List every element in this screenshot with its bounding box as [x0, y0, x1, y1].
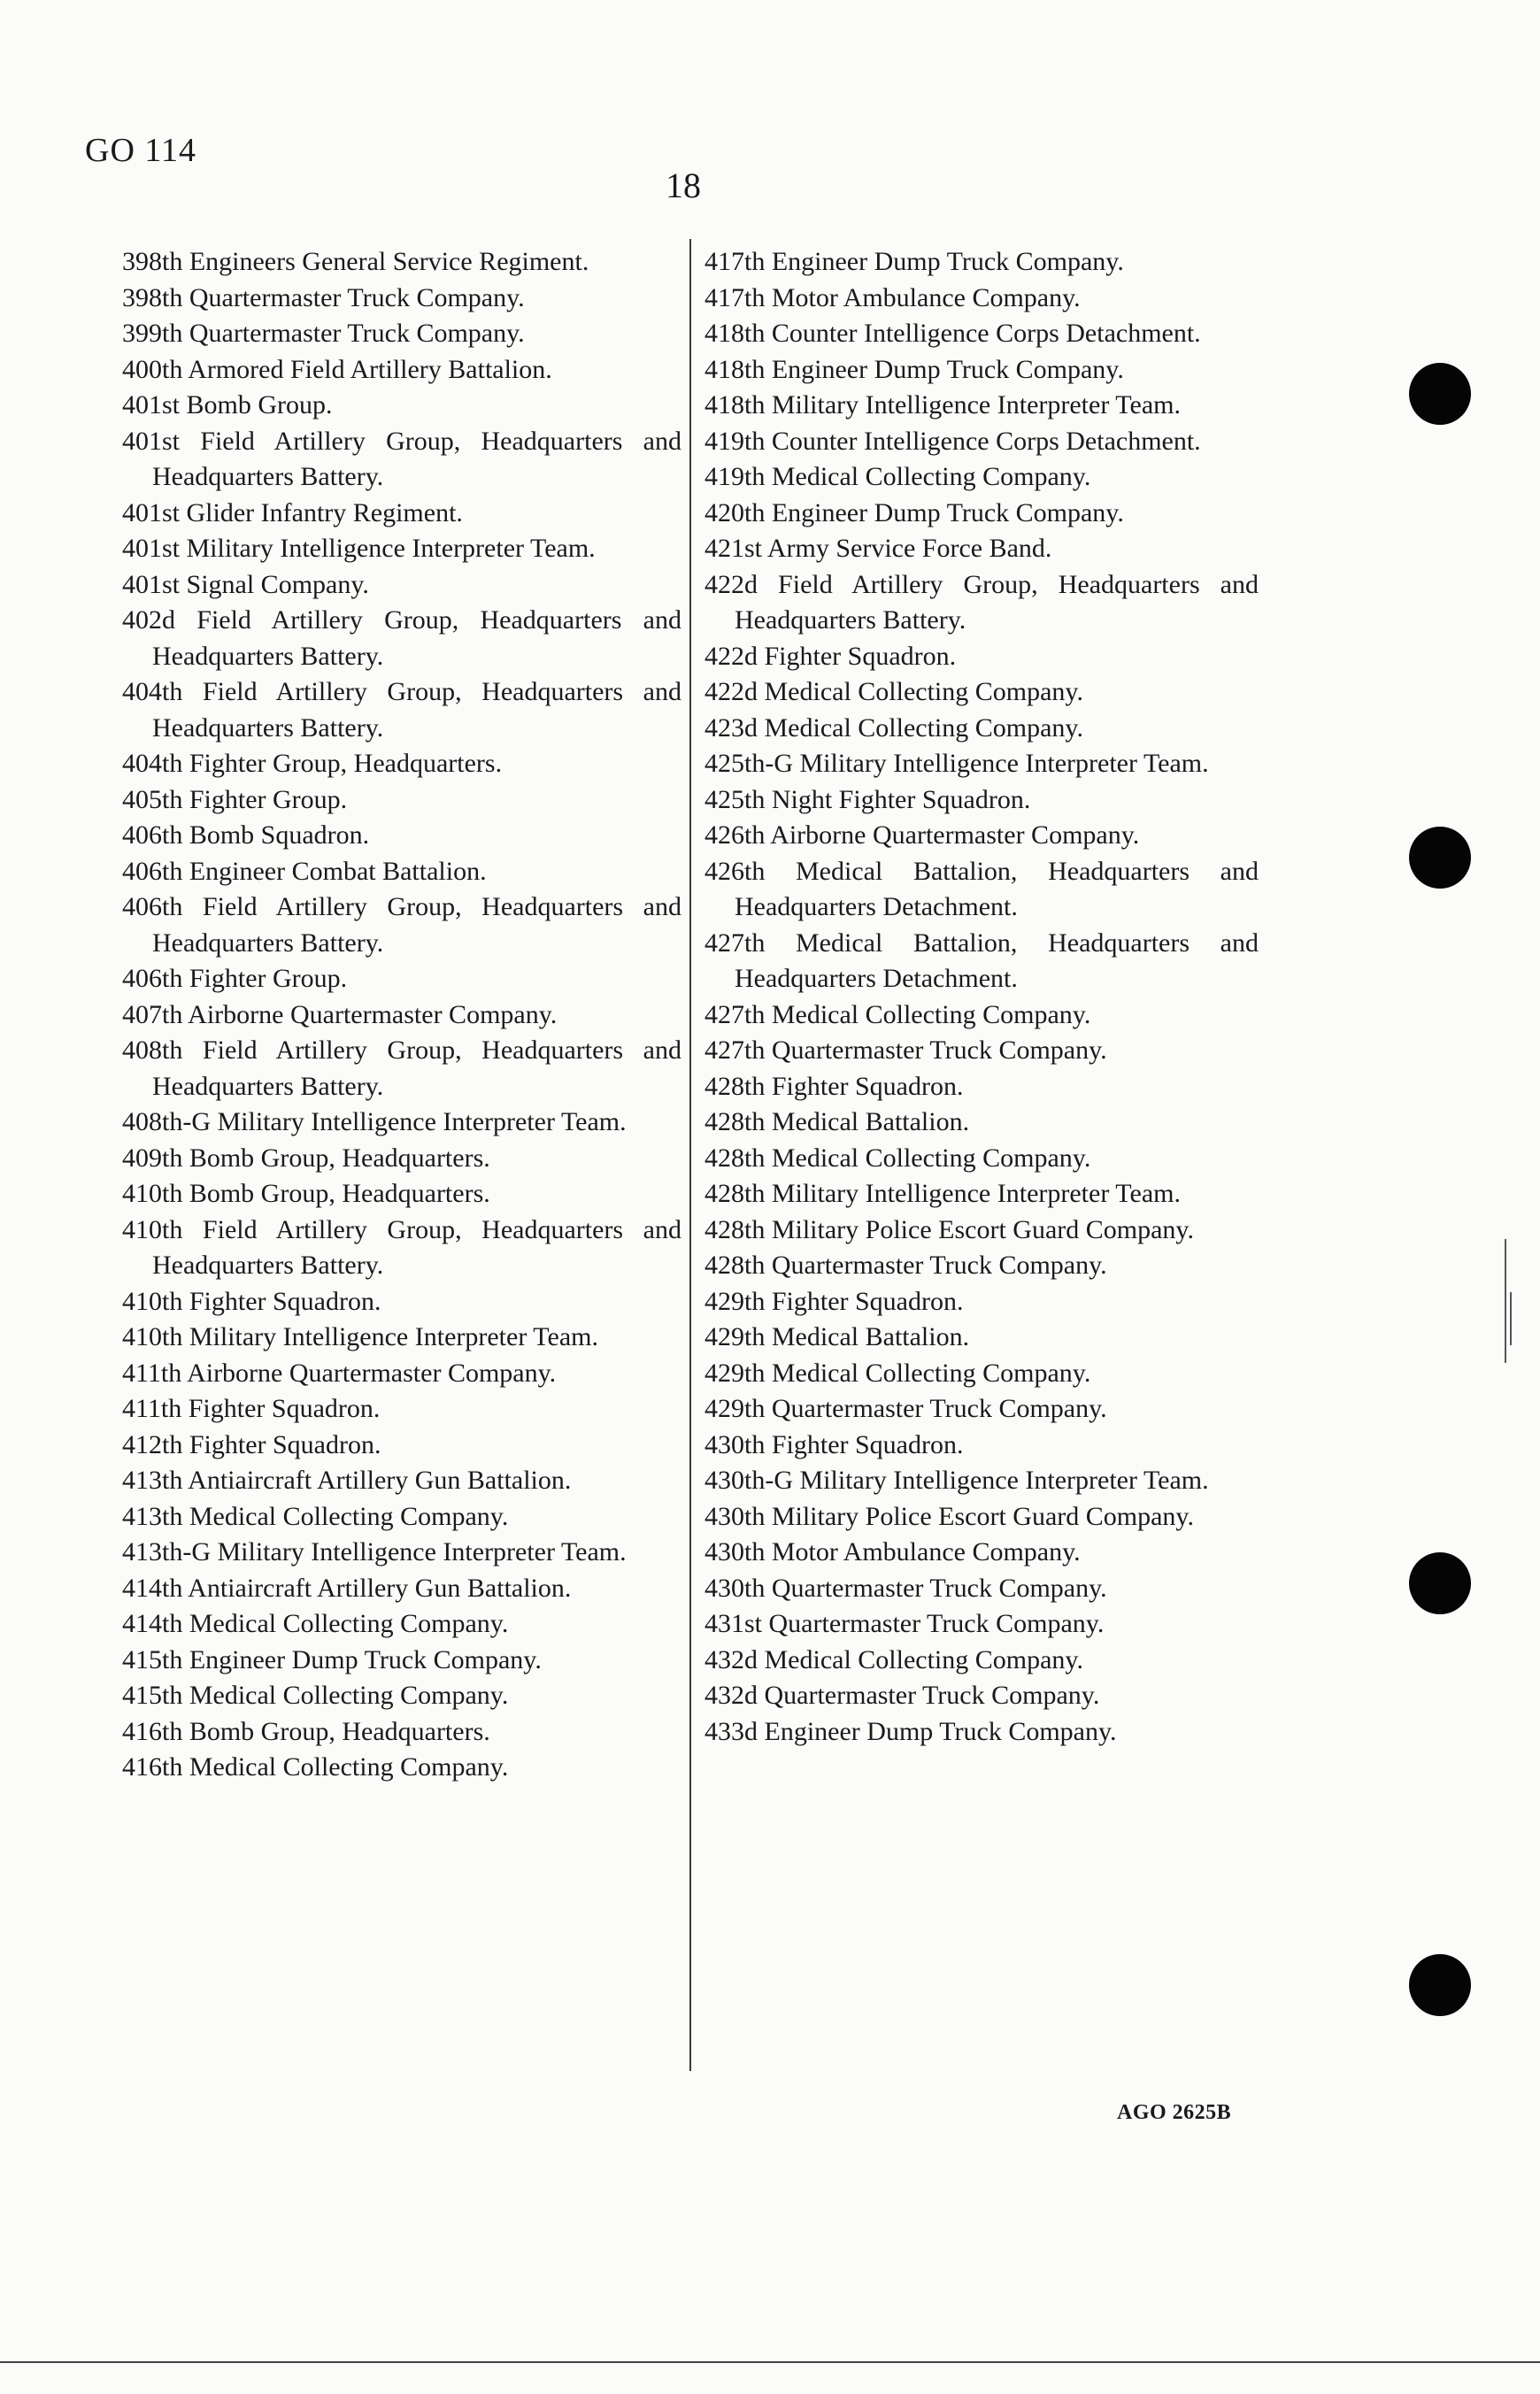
unit-entry: 404th Fighter Group, Headquarters.: [122, 749, 503, 778]
unit-entry: 413th-G Military Intelligence Interpreter Team.: [122, 1537, 627, 1566]
unit-entry: 405th Fighter Group.: [122, 784, 348, 814]
unit-entry: 410th Military Intelligence Interpreter Team.: [122, 1322, 598, 1351]
unit-entry: 413th Medical Collecting Company.: [122, 1501, 509, 1531]
unit-entry: 411th Fighter Squadron.: [122, 1394, 381, 1423]
unit-entry: 406th Engineer Combat Battalion.: [122, 856, 487, 886]
unit-entry: 429th Quartermaster Truck Company.: [705, 1394, 1107, 1423]
unit-entry: 423d Medical Collecting Company.: [705, 712, 1083, 743]
unit-entry: 401st Military Intelligence Interpreter Team.: [122, 534, 596, 563]
page-number: 18: [666, 166, 701, 205]
unit-entry: 418th Counter Intelligence Corps Detachment.: [705, 319, 1201, 348]
unit-entry: 428th Quartermaster Truck Company.: [705, 1251, 1107, 1280]
unit-entry: 418th Military Intelligence Interpreter Team.: [705, 390, 1181, 420]
unit-entry: 428th Medical Battalion.: [705, 1107, 970, 1136]
unit-entry: 429th Medical Battalion.: [705, 1322, 970, 1351]
left-column-list: [122, 244, 681, 1786]
unit-entry: 413th Antiaircraft Artillery Gun Battalion.: [122, 1466, 572, 1495]
unit-entry: 410th Field Artillery Group, Headquarters and Headquarters Battery.: [122, 1214, 681, 1280]
page-header-doc-id: GO 114: [85, 132, 196, 169]
unit-entry: 401st Signal Company.: [122, 569, 369, 599]
unit-entry: 417th Engineer Dump Truck Company.: [705, 247, 1124, 276]
unit-entry: 432d Medical Collecting Company.: [705, 1644, 1083, 1674]
unit-entry: 427th Medical Collecting Company.: [705, 999, 1091, 1029]
unit-entry: 426th Medical Battalion, Headquarters and Headquarters Detachment.: [705, 856, 1259, 921]
unit-entry: 414th Medical Collecting Company.: [122, 1609, 509, 1638]
unit-entry: 414th Antiaircraft Artillery Gun Battalion.: [122, 1573, 572, 1603]
unit-entry: 433d Engineer Dump Truck Company.: [705, 1716, 1117, 1746]
unit-entry: 415th Engineer Dump Truck Company.: [122, 1644, 542, 1674]
bottom-rule: [0, 2361, 1540, 2363]
column-divider: [689, 239, 691, 2071]
unit-entry: 411th Airborne Quartermaster Company.: [122, 1358, 557, 1388]
unit-entry: 408th Field Artillery Group, Headquarters and Headquarters Battery.: [122, 1035, 681, 1101]
unit-entry: 401st Glider Infantry Regiment.: [122, 497, 463, 527]
unit-entry: 401st Bomb Group.: [122, 390, 333, 420]
unit-entry: 420th Engineer Dump Truck Company.: [705, 497, 1124, 527]
right-column-list: [705, 244, 1259, 1750]
unit-entry: 422d Fighter Squadron.: [705, 641, 957, 671]
unit-entry: 406th Bomb Squadron.: [122, 820, 370, 850]
unit-entry: 410th Fighter Squadron.: [122, 1286, 381, 1316]
unit-entry: 428th Military Intelligence Interpreter Team.: [705, 1179, 1181, 1208]
unit-entry: 431st Quartermaster Truck Company.: [705, 1609, 1105, 1638]
unit-entry: 428th Medical Collecting Company.: [705, 1143, 1091, 1173]
unit-entry: 409th Bomb Group, Headquarters.: [122, 1143, 490, 1173]
unit-entry: 430th Military Police Escort Guard Company.: [705, 1501, 1194, 1531]
unit-entry: 430th-G Military Intelligence Interpreter Team.: [705, 1466, 1209, 1495]
unit-entry: 412th Fighter Squadron.: [122, 1429, 381, 1459]
unit-entry: 406th Field Artillery Group, Headquarters and Headquarters Battery.: [122, 892, 681, 958]
unit-entry: 404th Field Artillery Group, Headquarters and Headquarters Battery.: [122, 677, 681, 743]
unit-entry: 428th Fighter Squadron.: [705, 1071, 964, 1101]
unit-entry: 426th Airborne Quartermaster Company.: [705, 820, 1140, 850]
unit-entry: 401st Field Artillery Group, Headquarters and Headquarters Battery.: [122, 426, 681, 491]
unit-entry: 427th Medical Battalion, Headquarters and Headquarters Detachment.: [705, 928, 1259, 993]
unit-entry: 399th Quartermaster Truck Company.: [122, 319, 525, 348]
unit-entry: 428th Military Police Escort Guard Company.: [705, 1214, 1194, 1244]
unit-entry: 429th Fighter Squadron.: [705, 1286, 964, 1316]
unit-entry: 400th Armored Field Artillery Battalion.: [122, 354, 552, 384]
unit-entry: 430th Motor Ambulance Company.: [705, 1537, 1081, 1566]
punch-hole: [1409, 1954, 1471, 2016]
unit-entry: 432d Quartermaster Truck Company.: [705, 1681, 1100, 1710]
punch-hole: [1409, 827, 1471, 889]
binding-edge-mark: [1510, 1292, 1512, 1345]
unit-entry: 429th Medical Collecting Company.: [705, 1358, 1091, 1388]
unit-entry: 410th Bomb Group, Headquarters.: [122, 1179, 490, 1208]
unit-entry: 416th Bomb Group, Headquarters.: [122, 1716, 490, 1746]
unit-entry: 407th Airborne Quartermaster Company.: [122, 999, 558, 1029]
unit-entry: 419th Counter Intelligence Corps Detachment.: [705, 426, 1201, 456]
unit-entry: 422d Medical Collecting Company.: [705, 677, 1083, 706]
unit-entry: 398th Quartermaster Truck Company.: [122, 282, 525, 312]
unit-entry: 416th Medical Collecting Company.: [122, 1752, 509, 1782]
unit-entry: 422d Field Artillery Group, Headquarters and Headquarters Battery.: [705, 569, 1259, 635]
unit-entry: 417th Motor Ambulance Company.: [705, 282, 1081, 312]
unit-entry: 430th Fighter Squadron.: [705, 1429, 964, 1459]
unit-entry: 430th Quartermaster Truck Company.: [705, 1573, 1107, 1603]
unit-entry: 402d Field Artillery Group, Headquarters and Headquarters Battery.: [122, 605, 681, 671]
unit-entry: 408th-G Military Intelligence Interpreter Team.: [122, 1107, 627, 1136]
unit-entry: 419th Medical Collecting Company.: [705, 462, 1091, 491]
unit-entry: 415th Medical Collecting Company.: [122, 1681, 509, 1710]
unit-entry: 421st Army Service Force Band.: [705, 534, 1052, 563]
unit-entry: 406th Fighter Group.: [122, 964, 348, 993]
unit-entry: 425th Night Fighter Squadron.: [705, 784, 1031, 814]
unit-entry: 425th-G Military Intelligence Interpreter Team.: [705, 749, 1209, 778]
binding-edge-mark: [1505, 1239, 1506, 1363]
unit-entry: 398th Engineers General Service Regiment.: [122, 247, 589, 276]
unit-entry: 427th Quartermaster Truck Company.: [705, 1035, 1107, 1065]
unit-entry: 418th Engineer Dump Truck Company.: [705, 354, 1124, 384]
punch-hole: [1409, 363, 1471, 425]
punch-hole: [1409, 1552, 1471, 1614]
footer-form-code: AGO 2625B: [1117, 2101, 1232, 2124]
